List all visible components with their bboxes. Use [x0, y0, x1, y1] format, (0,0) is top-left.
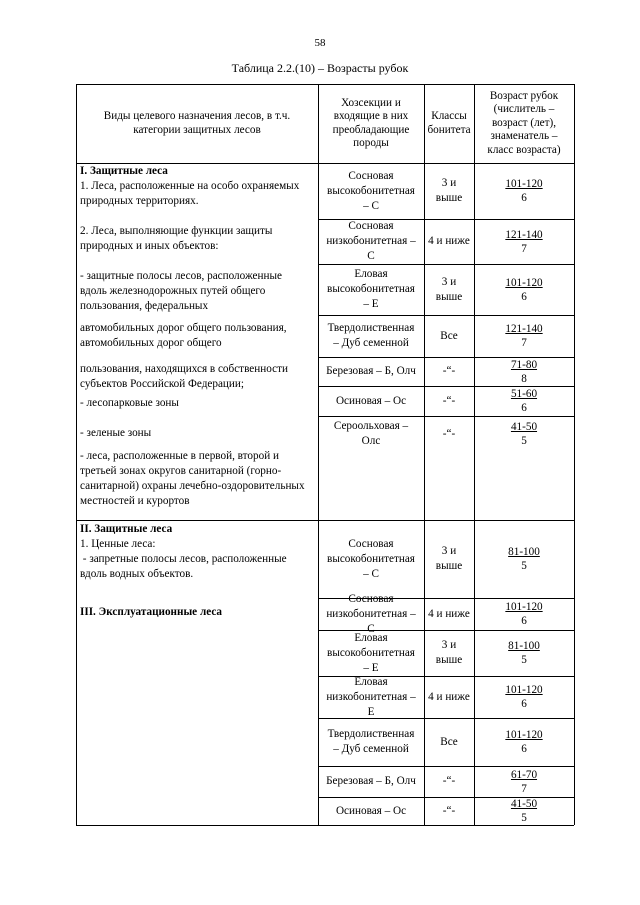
bonitet-cell: Все [440, 735, 458, 748]
table-caption: Таблица 2.2.(10) – Возрасты рубок [231, 61, 409, 75]
age-years: 51-60 [510, 388, 538, 400]
page-number: 58 [314, 37, 326, 49]
age-years: 101-120 [505, 601, 543, 613]
age-cell [476, 598, 572, 630]
age-class: 5 [521, 812, 527, 824]
col-divider-2 [424, 84, 425, 825]
age-years: 81-100 [508, 546, 540, 558]
bonitet-cell: -“- [442, 775, 456, 787]
b1-paragraph-2: 2. Леса, выполняющие функции защиты природных и иных объектов: [80, 225, 273, 252]
section-cell: Осиновая – Ос [335, 804, 407, 817]
section-cell: Сосновая высокобонитетная – С [327, 537, 415, 580]
age-fraction [511, 797, 537, 825]
age-class: 6 [521, 615, 527, 627]
age-class: 5 [521, 435, 527, 447]
b1-paragraph-6: - лесопарковые зоны [80, 397, 179, 409]
bonitet-cell: 3 и выше [435, 177, 463, 204]
age-class: 7 [521, 782, 527, 795]
age-years: 101-120 [505, 729, 543, 741]
header-section: Хозсекции и входящие в них преобладающие породы [332, 96, 410, 149]
age-class: 6 [521, 192, 527, 204]
age-years: 101-120 [505, 684, 543, 696]
col-right-border [574, 84, 575, 825]
age-fraction [505, 600, 542, 628]
age-class: 6 [521, 743, 527, 755]
age-class: 7 [521, 337, 527, 349]
age-cell [476, 676, 572, 718]
age-cell [476, 520, 572, 598]
col-divider-1 [318, 84, 319, 825]
age-class: 7 [521, 242, 527, 255]
section-cell: Сосновая высокобонитетная – С [327, 169, 415, 212]
age-fraction [511, 768, 537, 796]
age-cell [476, 219, 572, 264]
age-cell [476, 766, 572, 797]
bonitet-cell: 4 и ниже [428, 607, 470, 620]
b1-paragraph-7: - зеленые зоны [80, 427, 152, 439]
section-cell: Еловая высокобонитетная – Е [327, 268, 415, 310]
age-class: 8 [521, 372, 527, 385]
age-fraction [505, 728, 542, 756]
age-class: 6 [521, 698, 527, 710]
age-fraction [505, 683, 542, 711]
age-fraction [508, 639, 540, 667]
header-purpose: Виды целевого назначения лесов, в т.ч. категории защитных лесов [103, 110, 291, 136]
age-cell [476, 386, 572, 416]
section-cell: Березовая – Б, Олч [326, 775, 416, 787]
b1-heading: I. Защитные леса [80, 165, 168, 177]
section-cell: Сероольховая – Олс [333, 420, 409, 447]
age-years: 101-120 [505, 276, 543, 289]
age-class: 5 [521, 560, 527, 572]
b1-paragraph-3: - защитные полосы лесов, расположенные вдоль железнодорожных путей общего пользования, федеральных [80, 270, 282, 312]
col-left-border [76, 84, 77, 825]
section-cell: Сосновая низкобонитетная – С [326, 592, 416, 635]
age-fraction [505, 228, 542, 256]
header-age: Возраст рубок (числитель – возраст (лет), знаменатель – класс возраста) [487, 89, 561, 156]
col-divider-3 [474, 84, 475, 825]
age-class: 6 [521, 402, 527, 414]
age-fraction [505, 322, 542, 350]
b1-paragraph-1: 1. Леса, расположенные на особо охраняемых природных территориях. [80, 180, 300, 207]
age-cell [476, 163, 572, 219]
age-cell [476, 630, 572, 676]
age-cell [476, 357, 572, 386]
table-bottom-border [76, 825, 574, 826]
bonitet-cell: 3 и выше [435, 639, 463, 666]
b1-paragraph-4: автомобильных дорог общего пользования, автомобильных дорог общего [80, 322, 287, 349]
bonitet-cell: -“- [442, 804, 456, 817]
age-years: 81-100 [508, 640, 540, 652]
age-fraction [511, 358, 537, 386]
age-class: 6 [521, 290, 527, 303]
age-years: 101-120 [505, 178, 543, 190]
age-cell [476, 315, 572, 357]
age-years: 61-70 [510, 768, 538, 781]
age-cell [476, 264, 572, 315]
b2-paragraph-1: 1. Ценные леса: [80, 538, 156, 550]
age-fraction [505, 276, 542, 304]
bonitet-cell: 4 и ниже [428, 690, 470, 703]
age-cell [476, 416, 572, 452]
age-years: 41-50 [510, 421, 538, 433]
section-cell: Березовая – Б, Олч [326, 365, 416, 377]
age-years: 121-140 [505, 323, 543, 335]
b3-heading: III. Эксплуатационные леса [80, 606, 223, 618]
bonitet-cell: 3 и выше [435, 275, 463, 303]
b1-paragraph-8: - леса, расположенные в первой, второй и третьей зонах округов санитарной (горно-санитарной) охраны лечебно-оздоровительных местностей и курортов [80, 450, 305, 507]
age-fraction [505, 177, 542, 205]
age-cell [476, 797, 572, 825]
bonitet-cell: 3 и выше [435, 545, 463, 572]
b1-paragraph-5: пользования, находящихся в собственности субъектов Российской Федерации; [80, 363, 288, 390]
age-years: 41-50 [510, 798, 538, 810]
b2-paragraph-2: - запретные полосы лесов, расположенные вдоль водных объектов. [80, 553, 290, 580]
section-cell: Еловая низкобонитетная – Е [326, 675, 416, 718]
age-cell [476, 718, 572, 766]
section-cell: Твердолиственная – Дуб семенной [327, 728, 415, 755]
age-years: 71-80 [510, 358, 538, 371]
age-years: 121-140 [505, 228, 543, 241]
section-cell: Еловая высокобонитетная – Е [327, 631, 415, 674]
header-bonitet: Классы бонитета [427, 110, 471, 136]
age-fraction [511, 387, 537, 415]
age-fraction [508, 545, 540, 573]
bonitet-cell: -“- [442, 394, 456, 407]
bonitet-cell: -“- [442, 427, 456, 440]
bonitet-cell: 4 и ниже [428, 235, 470, 247]
section-cell: Сосновая низкобонитетная – С [326, 220, 416, 262]
bonitet-cell: -“- [442, 365, 456, 377]
b2-heading: II. Защитные леса [80, 523, 173, 535]
age-class: 5 [521, 654, 527, 666]
age-fraction [511, 420, 537, 448]
bonitet-cell: Все [440, 329, 458, 342]
section-cell: Осиновая – Ос [335, 394, 407, 407]
section-cell: Твердолиственная – Дуб семенной [327, 322, 415, 349]
